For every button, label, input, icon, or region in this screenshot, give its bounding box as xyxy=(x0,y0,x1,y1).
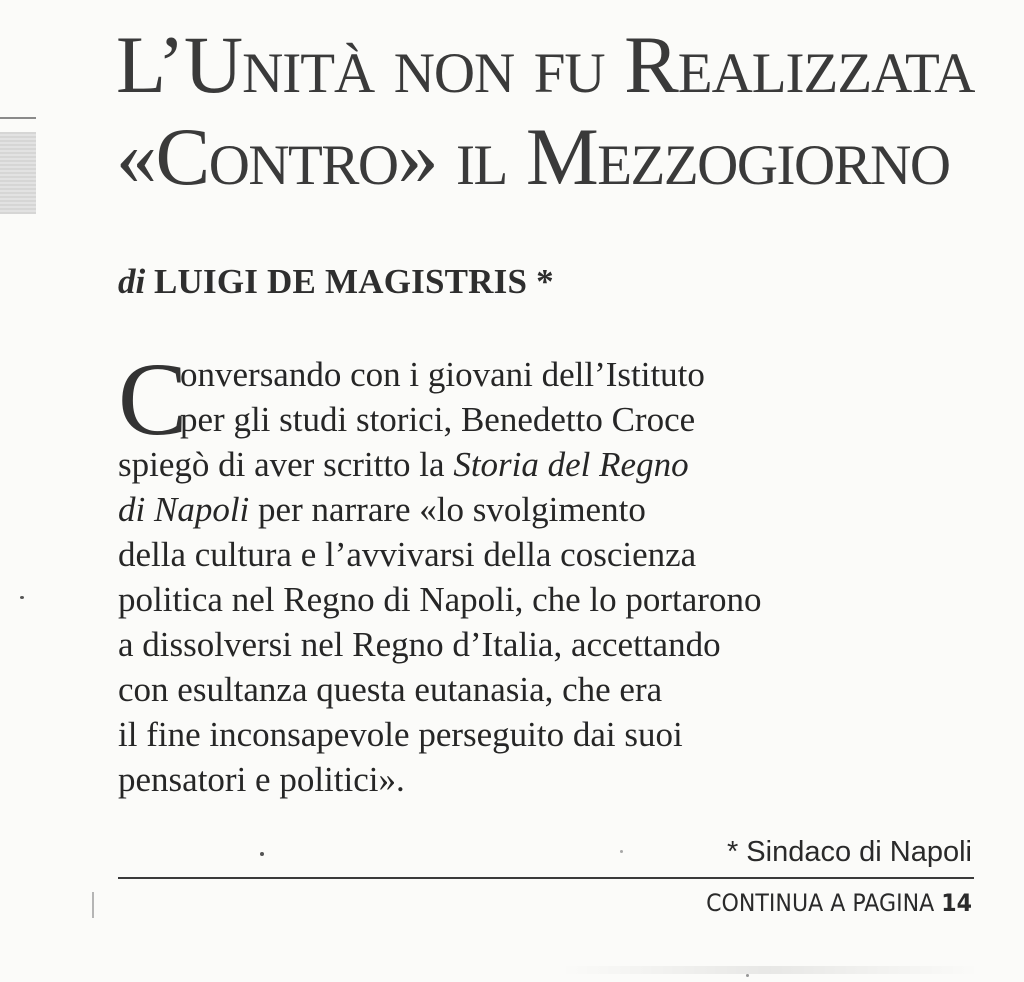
footer-divider xyxy=(118,877,974,879)
scan-speck xyxy=(746,974,749,977)
continuation-page-number: 14 xyxy=(941,889,972,917)
article-text: per narrare «lo svolgimento xyxy=(249,490,646,529)
article-line: onversando con i giovani dell’Istituto xyxy=(180,355,705,394)
article-line: con esultanza questa eutanasia, che era xyxy=(118,670,663,709)
article-line: il fine inconsapevole perseguito dai suoi xyxy=(118,715,683,754)
drop-cap: C xyxy=(118,342,188,457)
article-line: pensatori e politici». xyxy=(118,760,405,799)
scan-speck xyxy=(20,596,24,599)
author-affiliation: * Sindaco di Napoli xyxy=(726,836,972,868)
scan-bottom-smudge xyxy=(560,966,980,974)
book-title: Storia del Regno xyxy=(453,445,689,484)
article-line: politica nel Regno di Napoli, che lo portarono xyxy=(118,580,762,619)
byline-prefix: di xyxy=(118,262,146,301)
article-line xyxy=(118,487,978,532)
byline-author: LUIGI DE MAGISTRIS * xyxy=(153,262,554,301)
article-headline xyxy=(116,19,996,202)
article-line xyxy=(118,442,978,487)
article-text: spiegò di aver scritto la xyxy=(118,445,454,484)
headline-line-1: L’Unità non fu Realizzata xyxy=(116,19,975,110)
byline xyxy=(118,260,554,304)
scan-edge-line xyxy=(0,117,36,119)
article-line: della cultura e l’avvivarsi della coscienza xyxy=(118,535,697,574)
article-line: a dissolversi nel Regno d’Italia, accettando xyxy=(118,625,721,664)
headline-line-2: «Contro» il Mezzogiorno xyxy=(116,111,950,202)
continuation-note xyxy=(706,884,972,922)
scan-speck xyxy=(260,852,264,856)
continuation-label: CONTINUA A PAGINA xyxy=(706,889,935,917)
scan-edge-tick xyxy=(92,892,94,918)
article-line: per gli studi storici, Benedetto Croce xyxy=(180,400,696,439)
book-title: di Napoli xyxy=(118,490,250,529)
scan-edge-smudge xyxy=(0,132,36,214)
scan-speck xyxy=(620,850,623,853)
article-body xyxy=(118,342,978,802)
